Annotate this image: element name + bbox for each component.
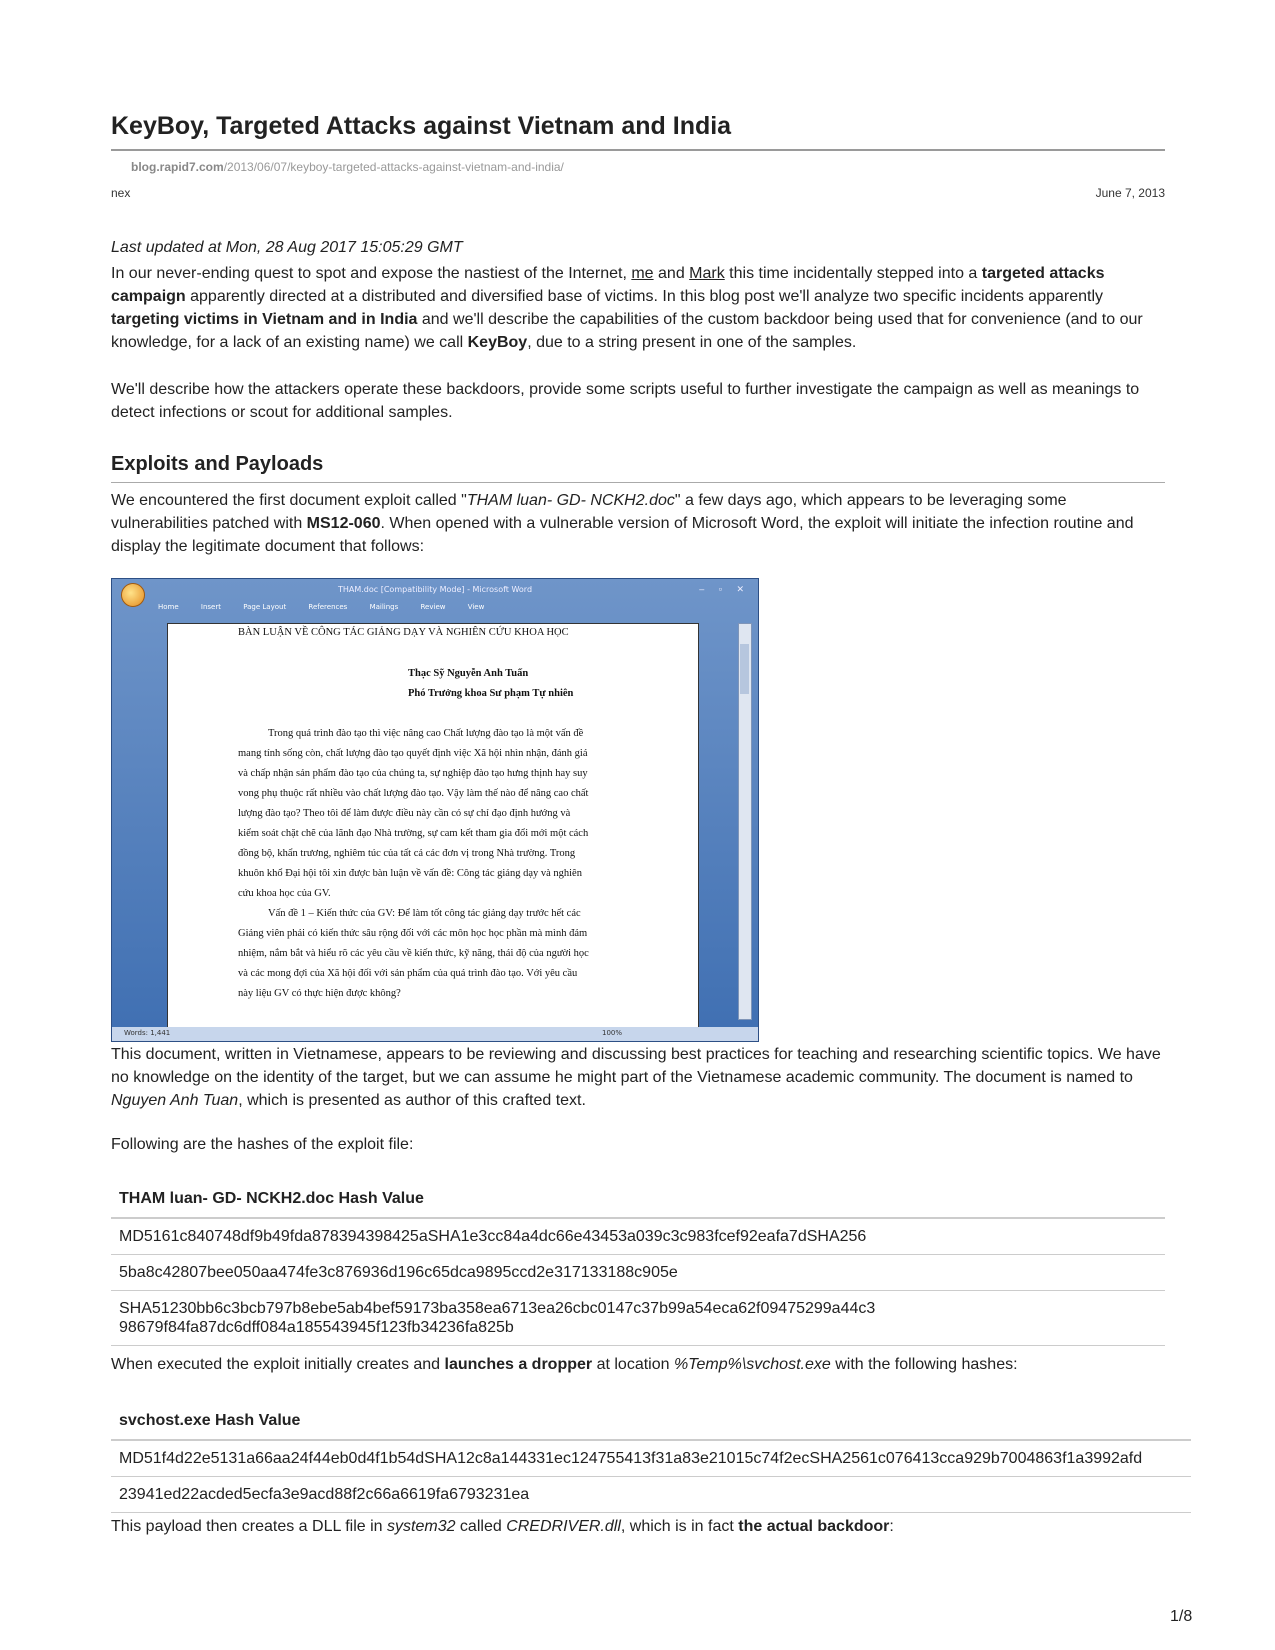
source-domain[interactable]: blog.rapid7.com (131, 160, 224, 174)
window-controls-icon: – ▫ ✕ (699, 584, 750, 594)
last-updated: Last updated at Mon, 28 Aug 2017 15:05:29 GMT (111, 239, 463, 256)
table-row: SHA51230bb6c3bcb797b8ebe5ab4bef59173ba358ea6713ea26cbc0147c37b99a54eca62f09475299a44c3 98679f84fa87dc6dff084a185543945f123fb34236fa825b (111, 1291, 1165, 1346)
doc-line: này liệu GV có thực hiện được không? (238, 988, 401, 999)
intro-paragraph (111, 262, 1165, 354)
exploit-hash-table (111, 1181, 1165, 1346)
ribbon-tab: Mailings (369, 603, 399, 611)
intro-bold: targeted attacks campaign (111, 265, 1105, 305)
source-path[interactable]: /2013/06/07/keyboy-targeted-attacks-against-vietnam-and-india/ (223, 160, 564, 174)
table-header: THAM luan- GD- NCKH2.doc Hash Value (111, 1181, 1165, 1218)
paragraph-5: Following are the hashes of the exploit file: (111, 1136, 414, 1153)
intro-text: In our never-ending quest to spot and expose the nastiest of the Internet, (111, 265, 632, 282)
ribbon-tab: Review (420, 603, 446, 611)
p4-text: , which is presented as author of this crafted text. (238, 1092, 586, 1109)
doc-line: mang tính sống còn, chất lượng đào tạo quyết định việc Xã hội nhìn nhận, đánh giá (238, 748, 588, 759)
table-header: svchost.exe Hash Value (111, 1403, 1191, 1440)
ribbon-tab: View (467, 603, 485, 611)
doc-line: vong phụ thuộc rất nhiều vào chất lượng đào tạo. Vậy làm thế nào để nâng cao chất (238, 788, 589, 799)
paragraph-6 (111, 1353, 1165, 1376)
p6-bold: launches a dropper (444, 1356, 593, 1373)
ribbon-tab: Home (158, 603, 179, 611)
p4-italic: Nguyen Anh Tuan (111, 1092, 239, 1109)
paragraph-4 (111, 1043, 1165, 1112)
doc-line: cứu khoa học của GV. (238, 888, 331, 899)
p7-text: : (889, 1518, 894, 1535)
status-bar (112, 1027, 758, 1041)
p3-text: " a few days ago, which appears to be leveraging some vulnerabilities patched with (111, 492, 1067, 532)
doc-line: Vấn đề 1 – Kiến thức của GV: Để làm tốt công tác giảng dạy trước hết các (268, 908, 581, 919)
table-row: MD5161c840748df9b49fda878394398425aSHA1e3cc84a4dc66e43453a039c3c983fcef92eafa7dSHA256 (111, 1218, 1165, 1255)
p7-bold: the actual backdoor (738, 1518, 890, 1535)
p3-text: We encountered the first document exploit called " (111, 492, 467, 509)
ribbon-tabs (158, 603, 738, 617)
table-row: MD51f4d22e5131a66aa24f44eb0d4f1b54dSHA12c8a144331ec124755413f31a83e21015c74f2ecSHA2561c076413cca929b7004863f1a3992afd (111, 1440, 1191, 1477)
doc-line: lượng đào tạo? Theo tôi để làm được điều này cần có sự chỉ đạo định hướng và (238, 808, 571, 819)
doc-line: và chấp nhận sản phẩm đào tạo của chúng ta, sự nghiệp đào tạo hưng thịnh hay suy (238, 768, 588, 779)
table-row: 23941ed22acded5ecfa3e9acd88f2c66a6619fa6793231ea (111, 1477, 1191, 1513)
word-count: Words: 1,441 (124, 1029, 171, 1037)
paragraph-7 (111, 1515, 1165, 1538)
author: nex (111, 186, 131, 200)
p7-text: , which is in fact (620, 1518, 739, 1535)
p6-text: When executed the exploit initially creates and (111, 1356, 445, 1373)
p4-text: This document, written in Vietnamese, appears to be reviewing and discussing best practices for teaching and researching scientific topics. We have no knowledge on the identity of the target, but we can assume he might part of the Vietnamese academic community. The document is named to (111, 1046, 1161, 1086)
intro-text: and we'll describe the capabilities of the custom backdoor being used that for convenience (and to our knowledge, for a lack of an existing name) we call (111, 311, 1143, 351)
link-me[interactable]: me (631, 265, 654, 282)
publish-date: June 7, 2013 (1095, 186, 1165, 200)
paragraph-2: We'll describe how the attackers operate these backdoors, provide some scripts useful to further investigate the campaign as well as meanings to detect infections or scout for additional samples. (111, 381, 1140, 421)
table-row: 5ba8c42807bee050aa474fe3c876936d196c65dca9895ccd2e317133188c905e (111, 1255, 1165, 1291)
dropper-hash-table (111, 1403, 1191, 1513)
doc-line: nhiệm, nắm bắt và hiểu rõ các yêu cầu về kiến thức, kỹ năng, thái độ của người học (238, 948, 589, 959)
page-title: KeyBoy, Targeted Attacks against Vietnam and India (111, 112, 1165, 151)
window-title: THAM.doc [Compatibility Mode] - Microsoft Word (337, 585, 533, 594)
doc-line: kiểm soát chặt chẽ của lãnh đạo Nhà trường, sự cam kết tham gia đổi mới một cách (238, 828, 589, 839)
p7-text: This payload then creates a DLL file in (111, 1518, 388, 1535)
vertical-scrollbar (738, 623, 752, 1020)
zoom-level: 100% (602, 1029, 623, 1037)
ribbon-tab: References (308, 603, 348, 611)
doc-line: và các mong đợi của Xã hội đối với sản phẩm của quá trình đào tạo. Với yêu cầu (238, 968, 578, 979)
p6-text: at location (592, 1356, 674, 1373)
doc-line: Thạc Sỹ Nguyễn Anh Tuấn (408, 668, 529, 679)
doc-line: Trong quá trình đào tạo thì việc nâng cao Chất lượng đào tạo là một vấn đề (268, 728, 584, 739)
intro-text: this time incidentally stepped into a (724, 265, 982, 282)
intro-text: and (653, 265, 690, 282)
intro-bold: targeting victims in Vietnam and in India (111, 311, 418, 328)
p7-text: called (455, 1518, 507, 1535)
doc-line: BÀN LUẬN VỀ CÔNG TÁC GIẢNG DẠY VÀ NGHIÊN CỨU KHOA HỌC (238, 627, 569, 638)
p3-text: . When opened with a vulnerable version of Microsoft Word, the exploit will initiate the infection routine and display the legitimate document that follows: (111, 515, 1134, 555)
p3-italic: THAM luan- GD- NCKH2.doc (466, 492, 675, 509)
section-title: Exploits and Payloads (111, 453, 1165, 483)
p6-text: with the following hashes: (830, 1356, 1018, 1373)
ribbon-tab: Insert (200, 603, 221, 611)
p7-italic: system32 (387, 1518, 456, 1535)
page-number: 1/8 (1170, 1608, 1193, 1625)
doc-line: đồng bộ, khẩn trương, nghiêm túc của tất cả các đơn vị trong Nhà trường. Trong (238, 848, 576, 859)
intro-text: , due to a string present in one of the samples. (527, 334, 857, 351)
p3-bold: MS12-060 (306, 515, 381, 532)
intro-bold: KeyBoy (467, 334, 528, 351)
p6-italic: %Temp%\svchost.exe (673, 1356, 831, 1373)
p7-italic: CREDRIVER.dll (506, 1518, 621, 1535)
link-mark[interactable]: Mark (689, 265, 725, 282)
scrollbar-thumb (740, 644, 749, 694)
intro-text: apparently directed at a distributed and diversified base of victims. In this blog post we'll analyze two specific incidents apparently (185, 288, 1104, 305)
doc-line: Giảng viên phải có kiến thức sâu rộng đối với các môn học học phần mà mình đảm (238, 928, 588, 939)
document-page (167, 623, 699, 1042)
paragraph-3 (111, 489, 1165, 558)
ribbon-tab: Page Layout (243, 603, 287, 611)
source-url[interactable] (131, 160, 564, 174)
word-screenshot (111, 578, 759, 1042)
doc-line: khuôn khổ Đại hội tôi xin được bàn luận về vấn đề: Công tác giảng dạy và nghiên (238, 868, 582, 879)
doc-line: Phó Trưởng khoa Sư phạm Tự nhiên (408, 688, 574, 699)
